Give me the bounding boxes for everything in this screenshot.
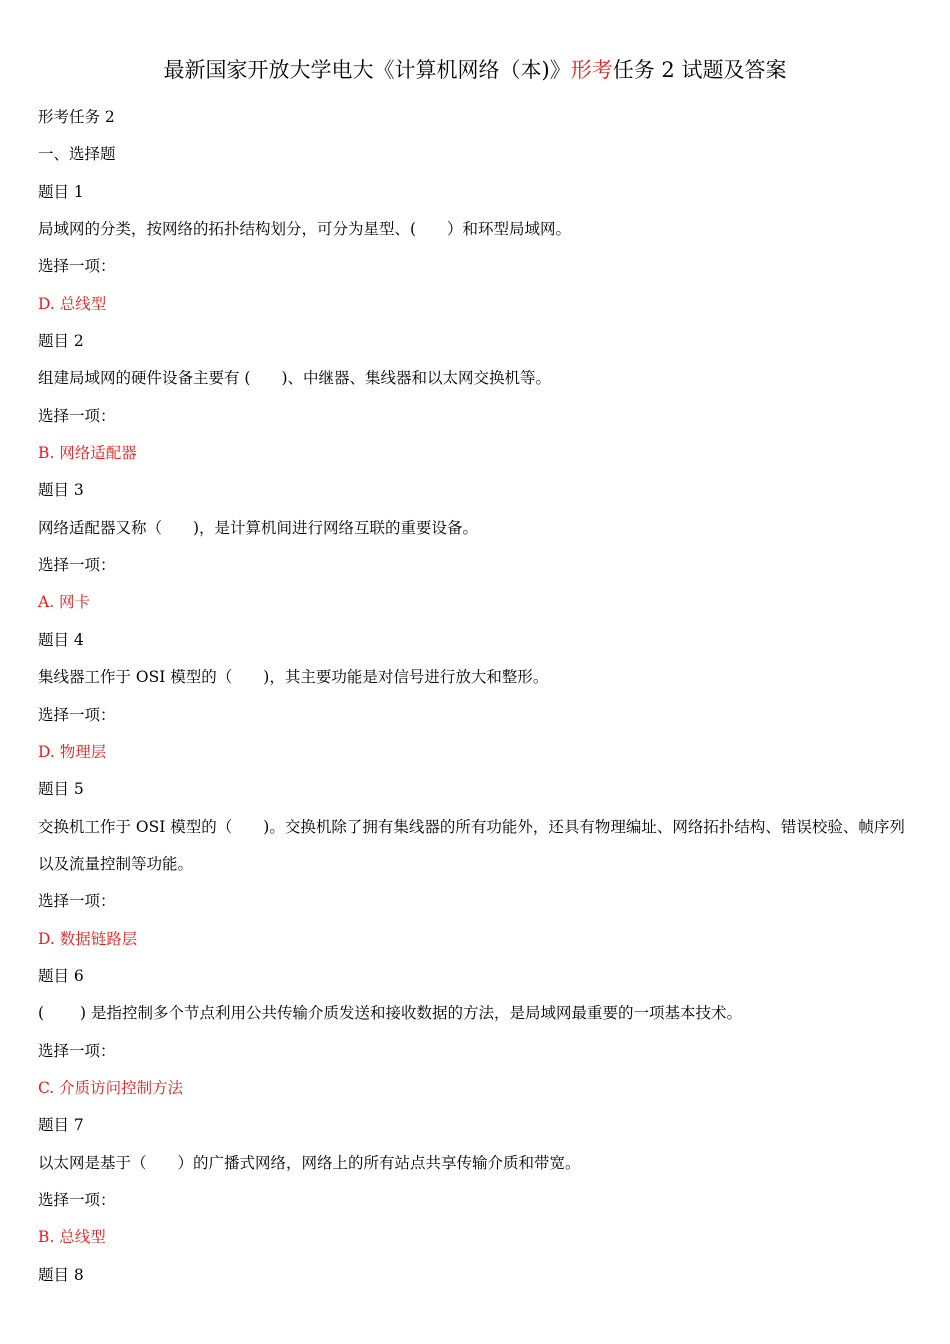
choose-one-label: 选择一项：	[38, 1190, 116, 1209]
text-line: 以太网是基于（ ）的广播式网络，网络上的所有站点共享传输介质和带宽。	[38, 1153, 581, 1172]
text-line: 形考任务 2	[38, 108, 115, 126]
answer-line: D. 数据链路层	[38, 929, 138, 948]
answer-line: C. 介质访问控制方法	[38, 1078, 184, 1097]
choose-one-label: 选择一项：	[38, 406, 116, 425]
question-number: 题目 6	[38, 966, 84, 985]
answer-line: A. 网卡	[38, 593, 91, 612]
question-number: 题目 5	[38, 780, 84, 799]
choose-one-label: 选择一项：	[38, 892, 116, 911]
question-number: 题目 2	[38, 332, 84, 351]
text-line: ( ) 是指控制多个节点利用公共传输介质发送和接收数据的方法，是局域网最重要的一项基本技术。	[38, 1004, 742, 1023]
document-body	[38, 104, 918, 1299]
text-line: 网络适配器又称（ )，是计算机间进行网络互联的重要设备。	[38, 518, 479, 537]
question-number: 题目 3	[38, 481, 84, 500]
answer-line: D. 物理层	[38, 742, 107, 761]
title-part-red: 形考	[570, 58, 613, 82]
choose-one-label: 选择一项：	[38, 1041, 116, 1060]
question-number: 题目 8	[38, 1265, 84, 1284]
choose-one-label: 选择一项：	[38, 556, 116, 575]
choose-one-label: 选择一项：	[38, 257, 116, 276]
text-line: 一、选择题	[38, 145, 116, 164]
answer-line: D. 总线型	[38, 294, 107, 313]
question-number: 题目 4	[38, 630, 84, 649]
text-line: 局域网的分类，按网络的拓扑结构划分，可分为星型、( ）和环型局域网。	[38, 220, 572, 239]
answer-line: B. 总线型	[38, 1228, 106, 1247]
document-title	[0, 56, 950, 84]
choose-one-label: 选择一项：	[38, 705, 116, 724]
title-part-3: 任务 2 试题及答案	[612, 58, 787, 82]
text-line: 交换机工作于 OSI 模型的（ )。交换机除了拥有集线器的所有功能外，还具有物理编址、网络拓扑结构、错误校验、帧序列以及流量控制等功能。	[38, 817, 905, 873]
question-number: 题目 7	[38, 1116, 84, 1135]
question-number: 题目 1	[38, 182, 84, 201]
text-line: 组建局域网的硬件设备主要有 ( )、中继器、集线器和以太网交换机等。	[38, 369, 552, 388]
text-line: 集线器工作于 OSI 模型的（ )，其主要功能是对信号进行放大和整形。	[38, 668, 549, 687]
title-part-1: 最新国家开放大学电大《计算机网络（本)》	[163, 58, 571, 82]
answer-line: B. 网络适配器	[38, 444, 137, 463]
